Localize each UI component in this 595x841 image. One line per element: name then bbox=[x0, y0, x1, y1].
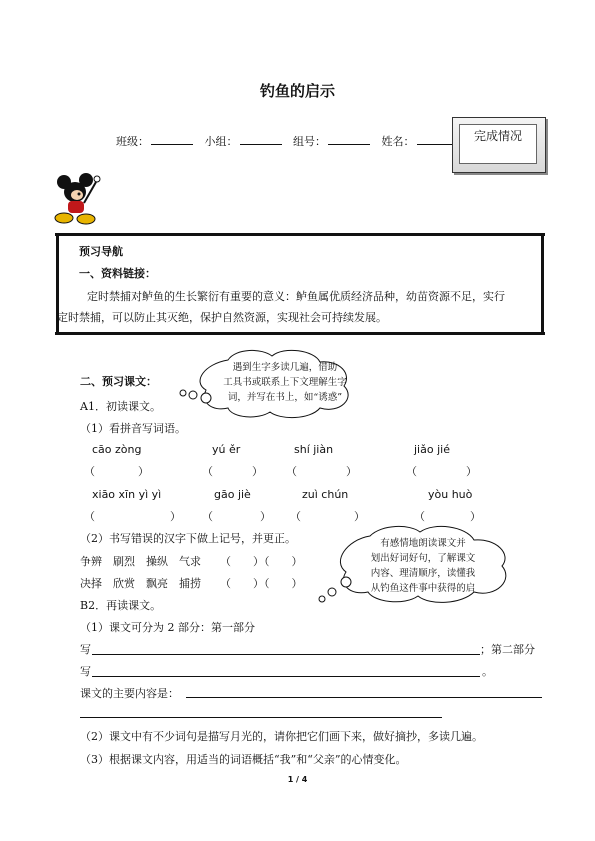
paren-close-6: ） bbox=[260, 510, 271, 523]
cloud1-line3: 词，并写在书上，如“诱惑” bbox=[227, 392, 343, 403]
a1-2-label: （2）书写错误的汉字下做上记号，并更正。 bbox=[80, 532, 296, 545]
pinyin-7: zuì chún bbox=[302, 488, 349, 501]
question-3: （3）根据课文内容，用适当的词语概括“我”和“父亲”的心情变化。 bbox=[80, 753, 407, 766]
cloud2-line2: 划出好词好句，了解课文 bbox=[370, 553, 476, 564]
b2-label: B2．再读课文。 bbox=[80, 599, 162, 612]
cloud2-line4: 从钓鱼这件事中获得的启 bbox=[370, 583, 476, 594]
wrong-word-4: 气求 bbox=[179, 555, 201, 568]
wrong-word-2: 刷烈 bbox=[113, 555, 135, 568]
wrong-word-8: 捕捞 bbox=[179, 577, 201, 590]
mickey-icon bbox=[52, 172, 104, 226]
group-blank bbox=[240, 134, 282, 145]
paren-open-4: （ bbox=[406, 465, 417, 478]
correction-parens-1: （ ）（ ） bbox=[220, 555, 303, 568]
paren-open-6: （ bbox=[202, 510, 213, 523]
cloud2-line3: 内容、理清顺序，读懂我 bbox=[370, 568, 476, 579]
part2-answer-line[interactable] bbox=[92, 676, 480, 677]
class-blank bbox=[151, 134, 193, 145]
wrong-word-6: 欣赏 bbox=[113, 577, 135, 590]
cloud1-line1: 遇到生字多读几遍，借助 bbox=[232, 362, 338, 373]
period-mark: 。 bbox=[482, 665, 493, 678]
main-content-answer-line-2[interactable] bbox=[80, 717, 442, 718]
cloud1-line2: 工具书或联系上下文理解生字 bbox=[223, 377, 347, 388]
preview-guide-box bbox=[56, 233, 544, 335]
paren-close-1: ） bbox=[138, 465, 149, 478]
paren-open-7: （ bbox=[290, 510, 301, 523]
a1-1-label: （1）看拼音写词语。 bbox=[80, 422, 186, 435]
pinyin-4: jiǎo jié bbox=[414, 443, 450, 456]
wrong-word-3: 操纵 bbox=[146, 555, 168, 568]
b2-1-label: （1）课文可分为 2 部分：第一部分 bbox=[80, 621, 255, 634]
wrong-word-7: 飘亮 bbox=[146, 577, 168, 590]
paren-close-7: ） bbox=[354, 510, 365, 523]
correction-parens-2: （ ）（ ） bbox=[220, 577, 303, 590]
part2-label: ；第二部分 bbox=[480, 643, 535, 656]
paren-open-2: （ bbox=[202, 465, 213, 478]
hint-cloud-2-text bbox=[358, 536, 488, 596]
pinyin-2: yú ěr bbox=[212, 443, 241, 456]
group-no-blank bbox=[328, 134, 370, 145]
paren-open-5: （ bbox=[84, 510, 95, 523]
wrong-word-5: 决择 bbox=[80, 577, 102, 590]
hint-cloud-1-text bbox=[220, 360, 350, 405]
cloud2-line1: 有感情地朗读课文并 bbox=[380, 538, 466, 549]
paren-close-3: ） bbox=[346, 465, 357, 478]
pinyin-6: gāo jiè bbox=[214, 488, 251, 501]
completion-stamp-label: 完成情况 bbox=[459, 124, 537, 164]
pinyin-5: xiāo xīn yì yì bbox=[92, 488, 162, 501]
group-label: 小组： bbox=[204, 135, 238, 148]
main-content-answer-line-1[interactable] bbox=[186, 697, 542, 698]
page-number: 1 / 4 bbox=[287, 775, 308, 784]
group-no-label: 组号： bbox=[293, 135, 326, 148]
box-heading: 预习导航 bbox=[79, 245, 123, 258]
resource-para-line1: 定时禁捕对鲈鱼的生长繁衍有重要的意义：鲈鱼属优质经济品种，幼苗资源不足，实行 bbox=[87, 290, 505, 303]
page-title: 钓鱼的启示 bbox=[259, 82, 335, 100]
question-2: （2）课文中有不少词句是描写月光的，请你把它们画下来，做好摘抄，多读几遍。 bbox=[80, 730, 483, 743]
wrong-word-1: 争辨 bbox=[80, 555, 102, 568]
student-info bbox=[116, 133, 467, 149]
class-label: 班级： bbox=[116, 135, 149, 148]
paren-close-8: ） bbox=[470, 510, 481, 523]
write-label-1: 写 bbox=[80, 643, 91, 656]
completion-stamp bbox=[452, 117, 546, 173]
paren-open-1: （ bbox=[84, 465, 95, 478]
paren-close-4: ） bbox=[466, 465, 477, 478]
paren-open-3: （ bbox=[286, 465, 297, 478]
pinyin-3: shí jiàn bbox=[294, 443, 334, 456]
paren-close-5: ） bbox=[170, 510, 181, 523]
part1-answer-line[interactable] bbox=[92, 654, 480, 655]
section2-heading: 二、预习课文： bbox=[80, 375, 157, 388]
pinyin-1: cāo zòng bbox=[92, 443, 142, 456]
paren-open-8: （ bbox=[414, 510, 425, 523]
resource-heading: 一、资料链接： bbox=[79, 267, 156, 280]
name-label: 姓名： bbox=[381, 135, 415, 148]
a1-label: A1．初读课文。 bbox=[80, 400, 161, 413]
paren-close-2: ） bbox=[252, 465, 263, 478]
resource-para-line2: 定时禁捕，可以防止其灭绝，保护自然资源，实现社会可持续发展。 bbox=[57, 311, 387, 324]
write-label-2: 写 bbox=[80, 665, 91, 678]
pinyin-8: yòu huò bbox=[428, 488, 473, 501]
main-content-label: 课文的主要内容是： bbox=[80, 687, 179, 700]
